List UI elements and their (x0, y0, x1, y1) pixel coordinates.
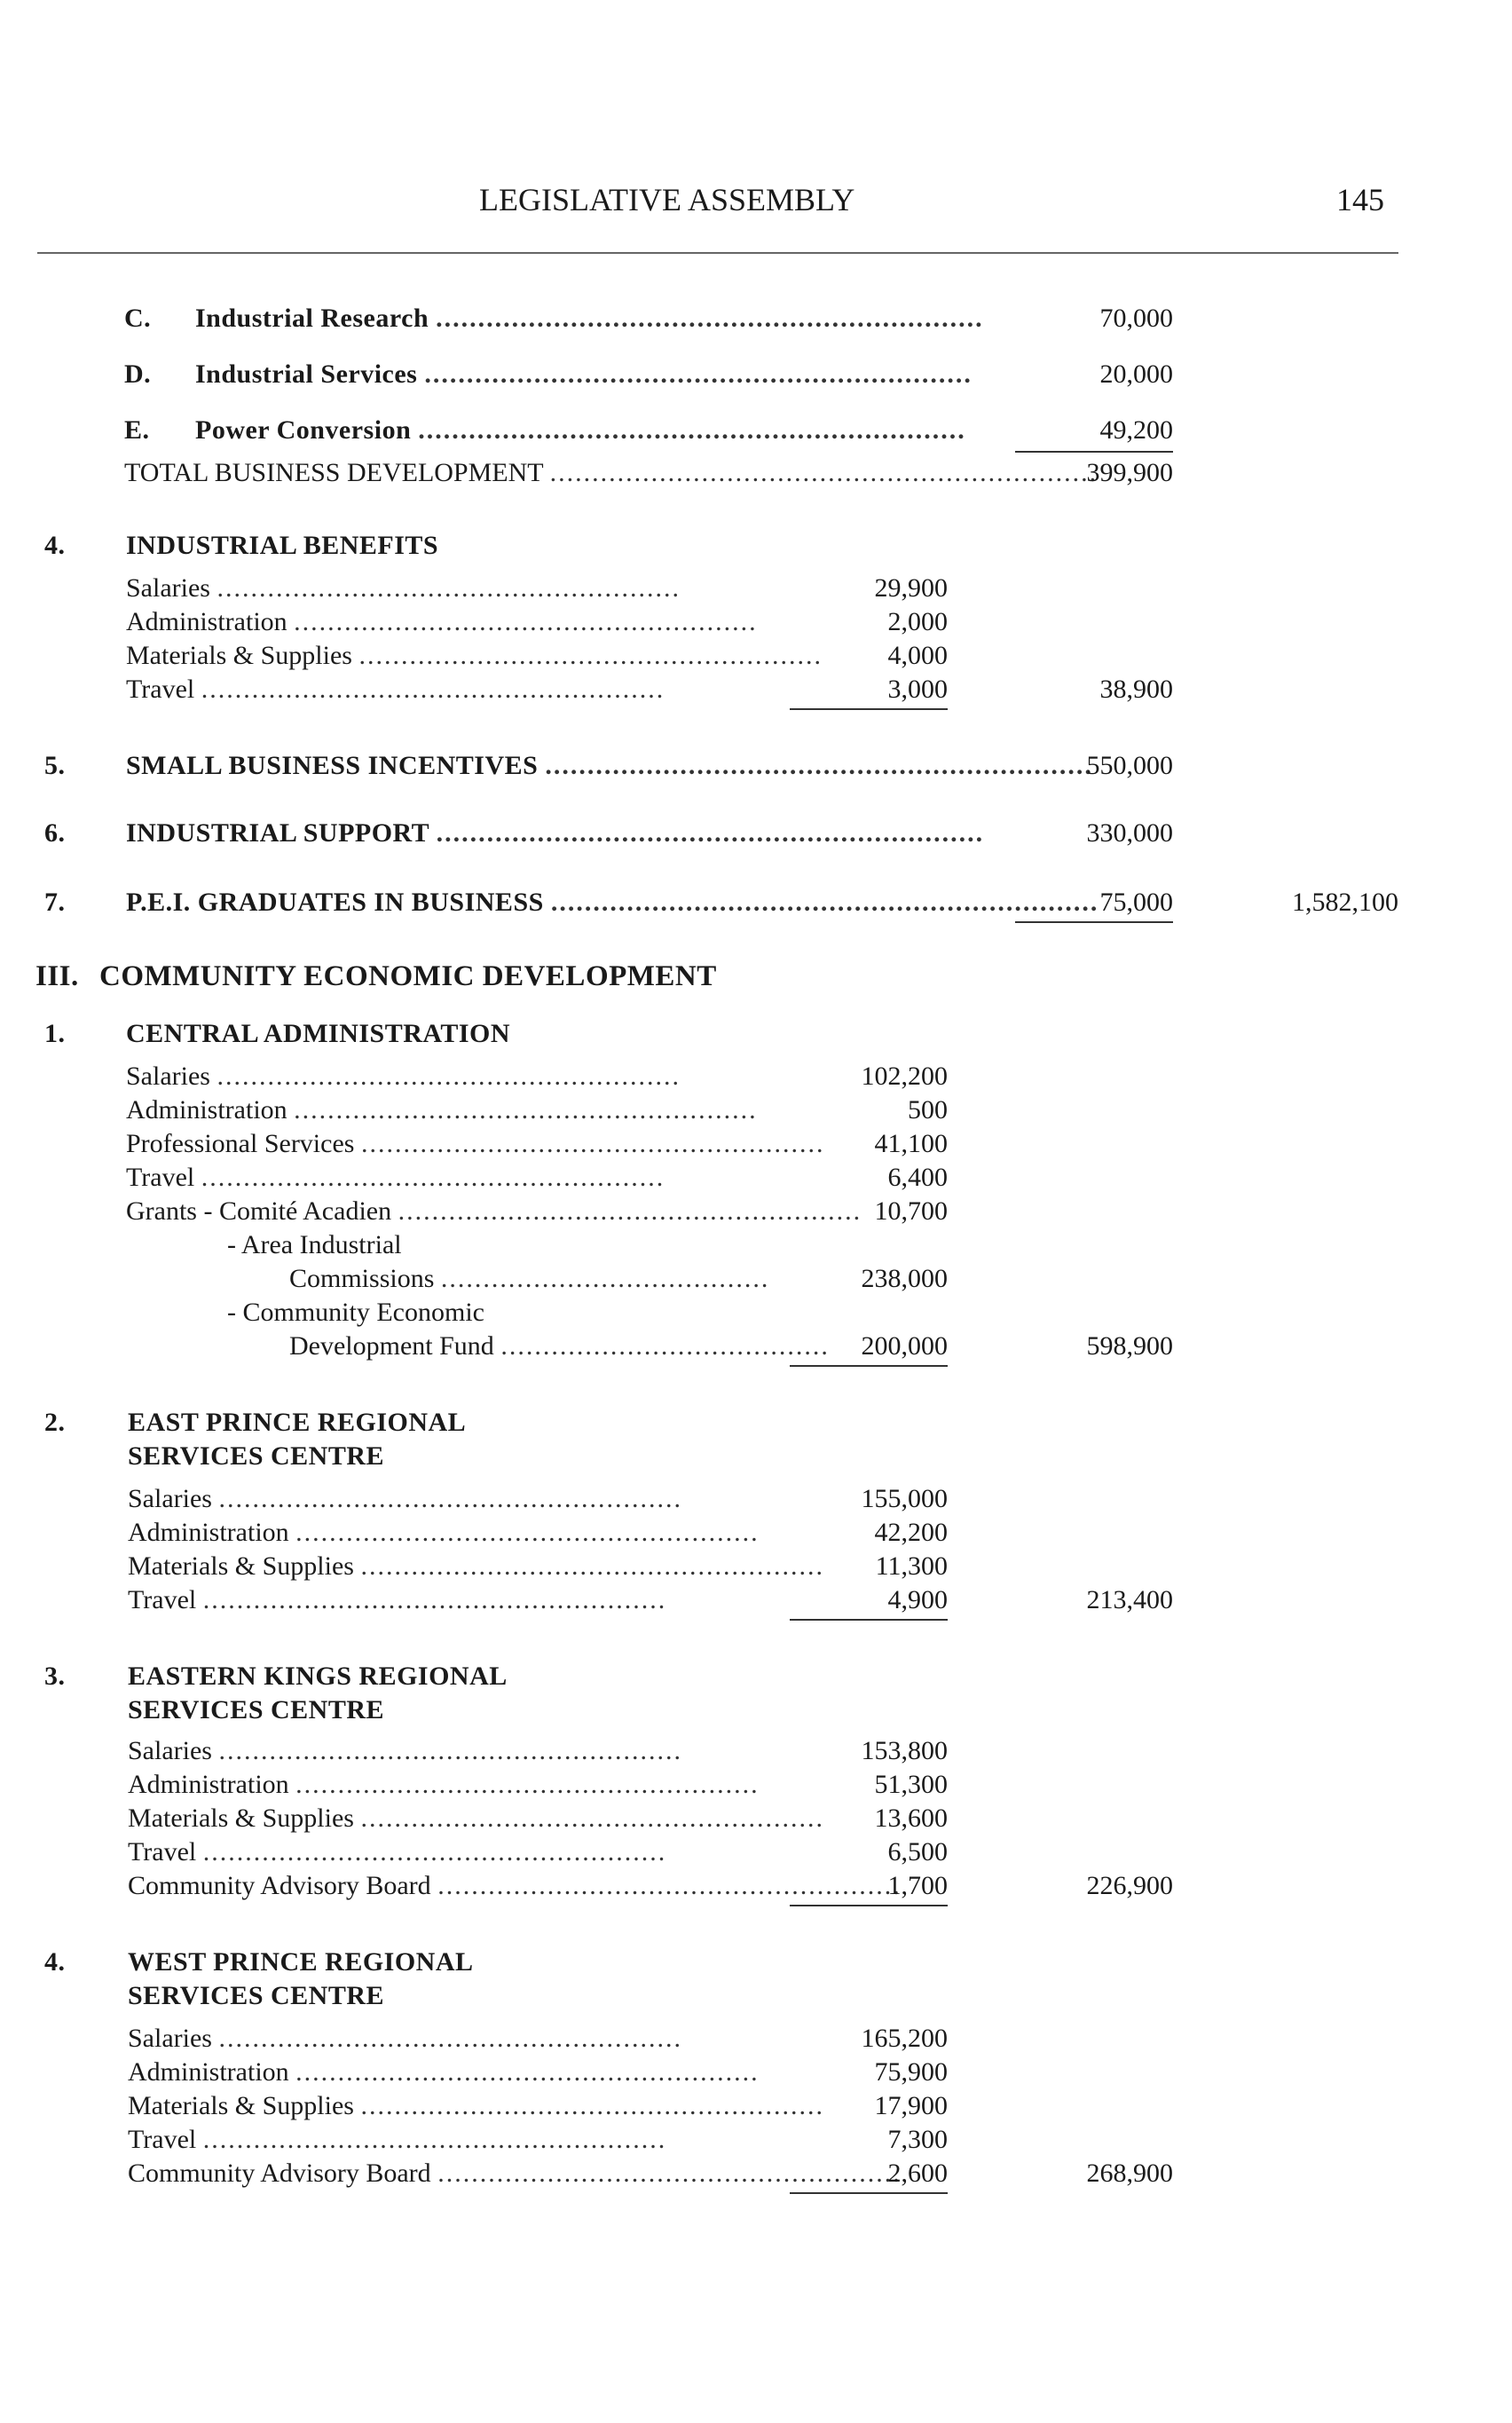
line-value: 10,700 (874, 1196, 948, 1226)
section-number: 4. (44, 1947, 66, 1977)
line-value: 2,000 (887, 607, 948, 636)
line-value: 165,200 (861, 2024, 948, 2053)
section-number: 1. (44, 1019, 66, 1048)
section-title: SERVICES CENTRE (128, 1441, 385, 1471)
part-number: III. (35, 960, 79, 992)
line-label: Professional Services ....................................................... (126, 1129, 825, 1158)
line-value: 2,600 (887, 2159, 948, 2188)
line-label: Administration ....................................................... (128, 2057, 760, 2087)
section-number: 2. (44, 1408, 66, 1437)
line-value: 13,600 (874, 1803, 948, 1833)
header-rule (37, 252, 1398, 254)
section-number: 6. (44, 818, 66, 848)
section-title: INDUSTRIAL BENEFITS (126, 531, 439, 560)
section-total: 226,900 (1086, 1871, 1173, 1900)
line-label: Travel ....................................................... (128, 1837, 667, 1867)
item-letter: E. (124, 415, 150, 445)
grant-sub-label: Development Fund ....................................... (289, 1331, 830, 1361)
section-title: EAST PRINCE REGIONAL (128, 1408, 467, 1437)
grand-total: 1,582,100 (1292, 888, 1398, 917)
line-value: 6,500 (887, 1837, 948, 1867)
section-total: 213,400 (1086, 1585, 1173, 1614)
line-label: Materials & Supplies ....................................................... (128, 1551, 824, 1581)
item-value: 70,000 (1099, 304, 1173, 333)
subtotal-rule (790, 2192, 948, 2194)
section-number: 3. (44, 1661, 66, 1691)
line-value: 4,900 (887, 1585, 948, 1614)
line-label: Salaries ....................................................... (128, 2024, 682, 2053)
section-title: WEST PRINCE REGIONAL (128, 1947, 474, 1977)
subtotal-rule (790, 1365, 948, 1367)
section-total: 550,000 (1086, 751, 1173, 780)
total-value: 399,900 (1086, 458, 1173, 487)
line-label: Salaries ....................................................... (128, 1736, 682, 1765)
line-label: Grants - Comité Acadien ....................................................... (126, 1196, 862, 1226)
line-value: 155,000 (861, 1484, 948, 1513)
line-value: 500 (908, 1095, 948, 1125)
line-label: Administration ....................................................... (126, 1095, 758, 1125)
line-label: Community Advisory Board ....................................................... (128, 1871, 902, 1900)
line-value: 7,300 (887, 2125, 948, 2154)
item-value: 20,000 (1099, 359, 1173, 389)
line-label: Travel ....................................................... (126, 1163, 665, 1192)
section-title: SERVICES CENTRE (128, 1981, 385, 2010)
line-label: Materials & Supplies ....................................................... (128, 1803, 824, 1833)
subtotal-rule (790, 1619, 948, 1621)
subtotal-rule (1015, 451, 1173, 453)
subtotal-rule (790, 708, 948, 710)
line-value: 51,300 (874, 1770, 948, 1799)
item-letter: C. (124, 304, 152, 333)
line-label: Salaries ....................................................... (126, 1062, 681, 1091)
line-label: Administration ....................................................... (126, 607, 758, 636)
section-number: 4. (44, 531, 66, 560)
section-total: 598,900 (1086, 1331, 1173, 1361)
line-label: Salaries ....................................................... (128, 1484, 682, 1513)
line-value: 6,400 (887, 1163, 948, 1192)
line-value: 102,200 (861, 1062, 948, 1091)
line-label: Community Advisory Board ....................................................... (128, 2159, 902, 2188)
section-title: EASTERN KINGS REGIONAL (128, 1661, 508, 1691)
line-value: 200,000 (861, 1331, 948, 1361)
line-value: 3,000 (887, 675, 948, 704)
line-value: 41,100 (874, 1129, 948, 1158)
total-label: TOTAL BUSINESS DEVELOPMENT ................................................................. (124, 458, 1099, 487)
line-value: 42,200 (874, 1518, 948, 1547)
item-label: Industrial Services ................................................................. (195, 359, 973, 389)
section-title: SMALL BUSINESS INCENTIVES ................................................................. (126, 751, 1093, 780)
line-label: Administration ....................................................... (128, 1518, 760, 1547)
subtotal-rule (790, 1905, 948, 1906)
section-total: 268,900 (1086, 2159, 1173, 2188)
line-value: 153,800 (861, 1736, 948, 1765)
section-number: 7. (44, 888, 66, 917)
item-label: Power Conversion ................................................................. (195, 415, 966, 445)
section-total: 75,000 (1099, 888, 1173, 917)
line-label: Travel ....................................................... (128, 2125, 667, 2154)
item-letter: D. (124, 359, 152, 389)
item-value: 49,200 (1099, 415, 1173, 445)
section-title: CENTRAL ADMINISTRATION (126, 1019, 511, 1048)
line-value: 17,900 (874, 2091, 948, 2120)
page-number: 145 (1336, 182, 1384, 217)
grant-sub-label: - Community Economic (227, 1298, 484, 1327)
line-value: 11,300 (875, 1551, 948, 1581)
section-total: 330,000 (1086, 818, 1173, 848)
section-title: P.E.I. GRADUATES IN BUSINESS ................................................................. (126, 888, 1099, 917)
section-title: SERVICES CENTRE (128, 1695, 385, 1725)
line-label: Salaries ....................................................... (126, 573, 681, 603)
subtotal-rule (1015, 921, 1173, 923)
line-value: 29,900 (874, 573, 948, 603)
section-number: 5. (44, 751, 66, 780)
line-label: Materials & Supplies ....................................................... (128, 2091, 824, 2120)
part-title: COMMUNITY ECONOMIC DEVELOPMENT (99, 960, 717, 992)
line-value: 4,000 (887, 641, 948, 670)
grant-sub-label: - Area Industrial (227, 1230, 402, 1259)
line-label: Travel ....................................................... (128, 1585, 667, 1614)
line-label: Travel ....................................................... (126, 675, 665, 704)
page-title: LEGISLATIVE ASSEMBLY (479, 182, 855, 217)
line-label: Administration ....................................................... (128, 1770, 760, 1799)
line-value: 238,000 (861, 1264, 948, 1293)
item-label: Industrial Research ................................................................. (195, 304, 984, 333)
line-value: 75,900 (874, 2057, 948, 2087)
section-total: 38,900 (1099, 675, 1173, 704)
line-value: 1,700 (887, 1871, 948, 1900)
line-label: Materials & Supplies ....................................................... (126, 641, 823, 670)
grant-sub-label: Commissions ....................................... (289, 1264, 770, 1293)
section-title: INDUSTRIAL SUPPORT ................................................................. (126, 818, 985, 848)
